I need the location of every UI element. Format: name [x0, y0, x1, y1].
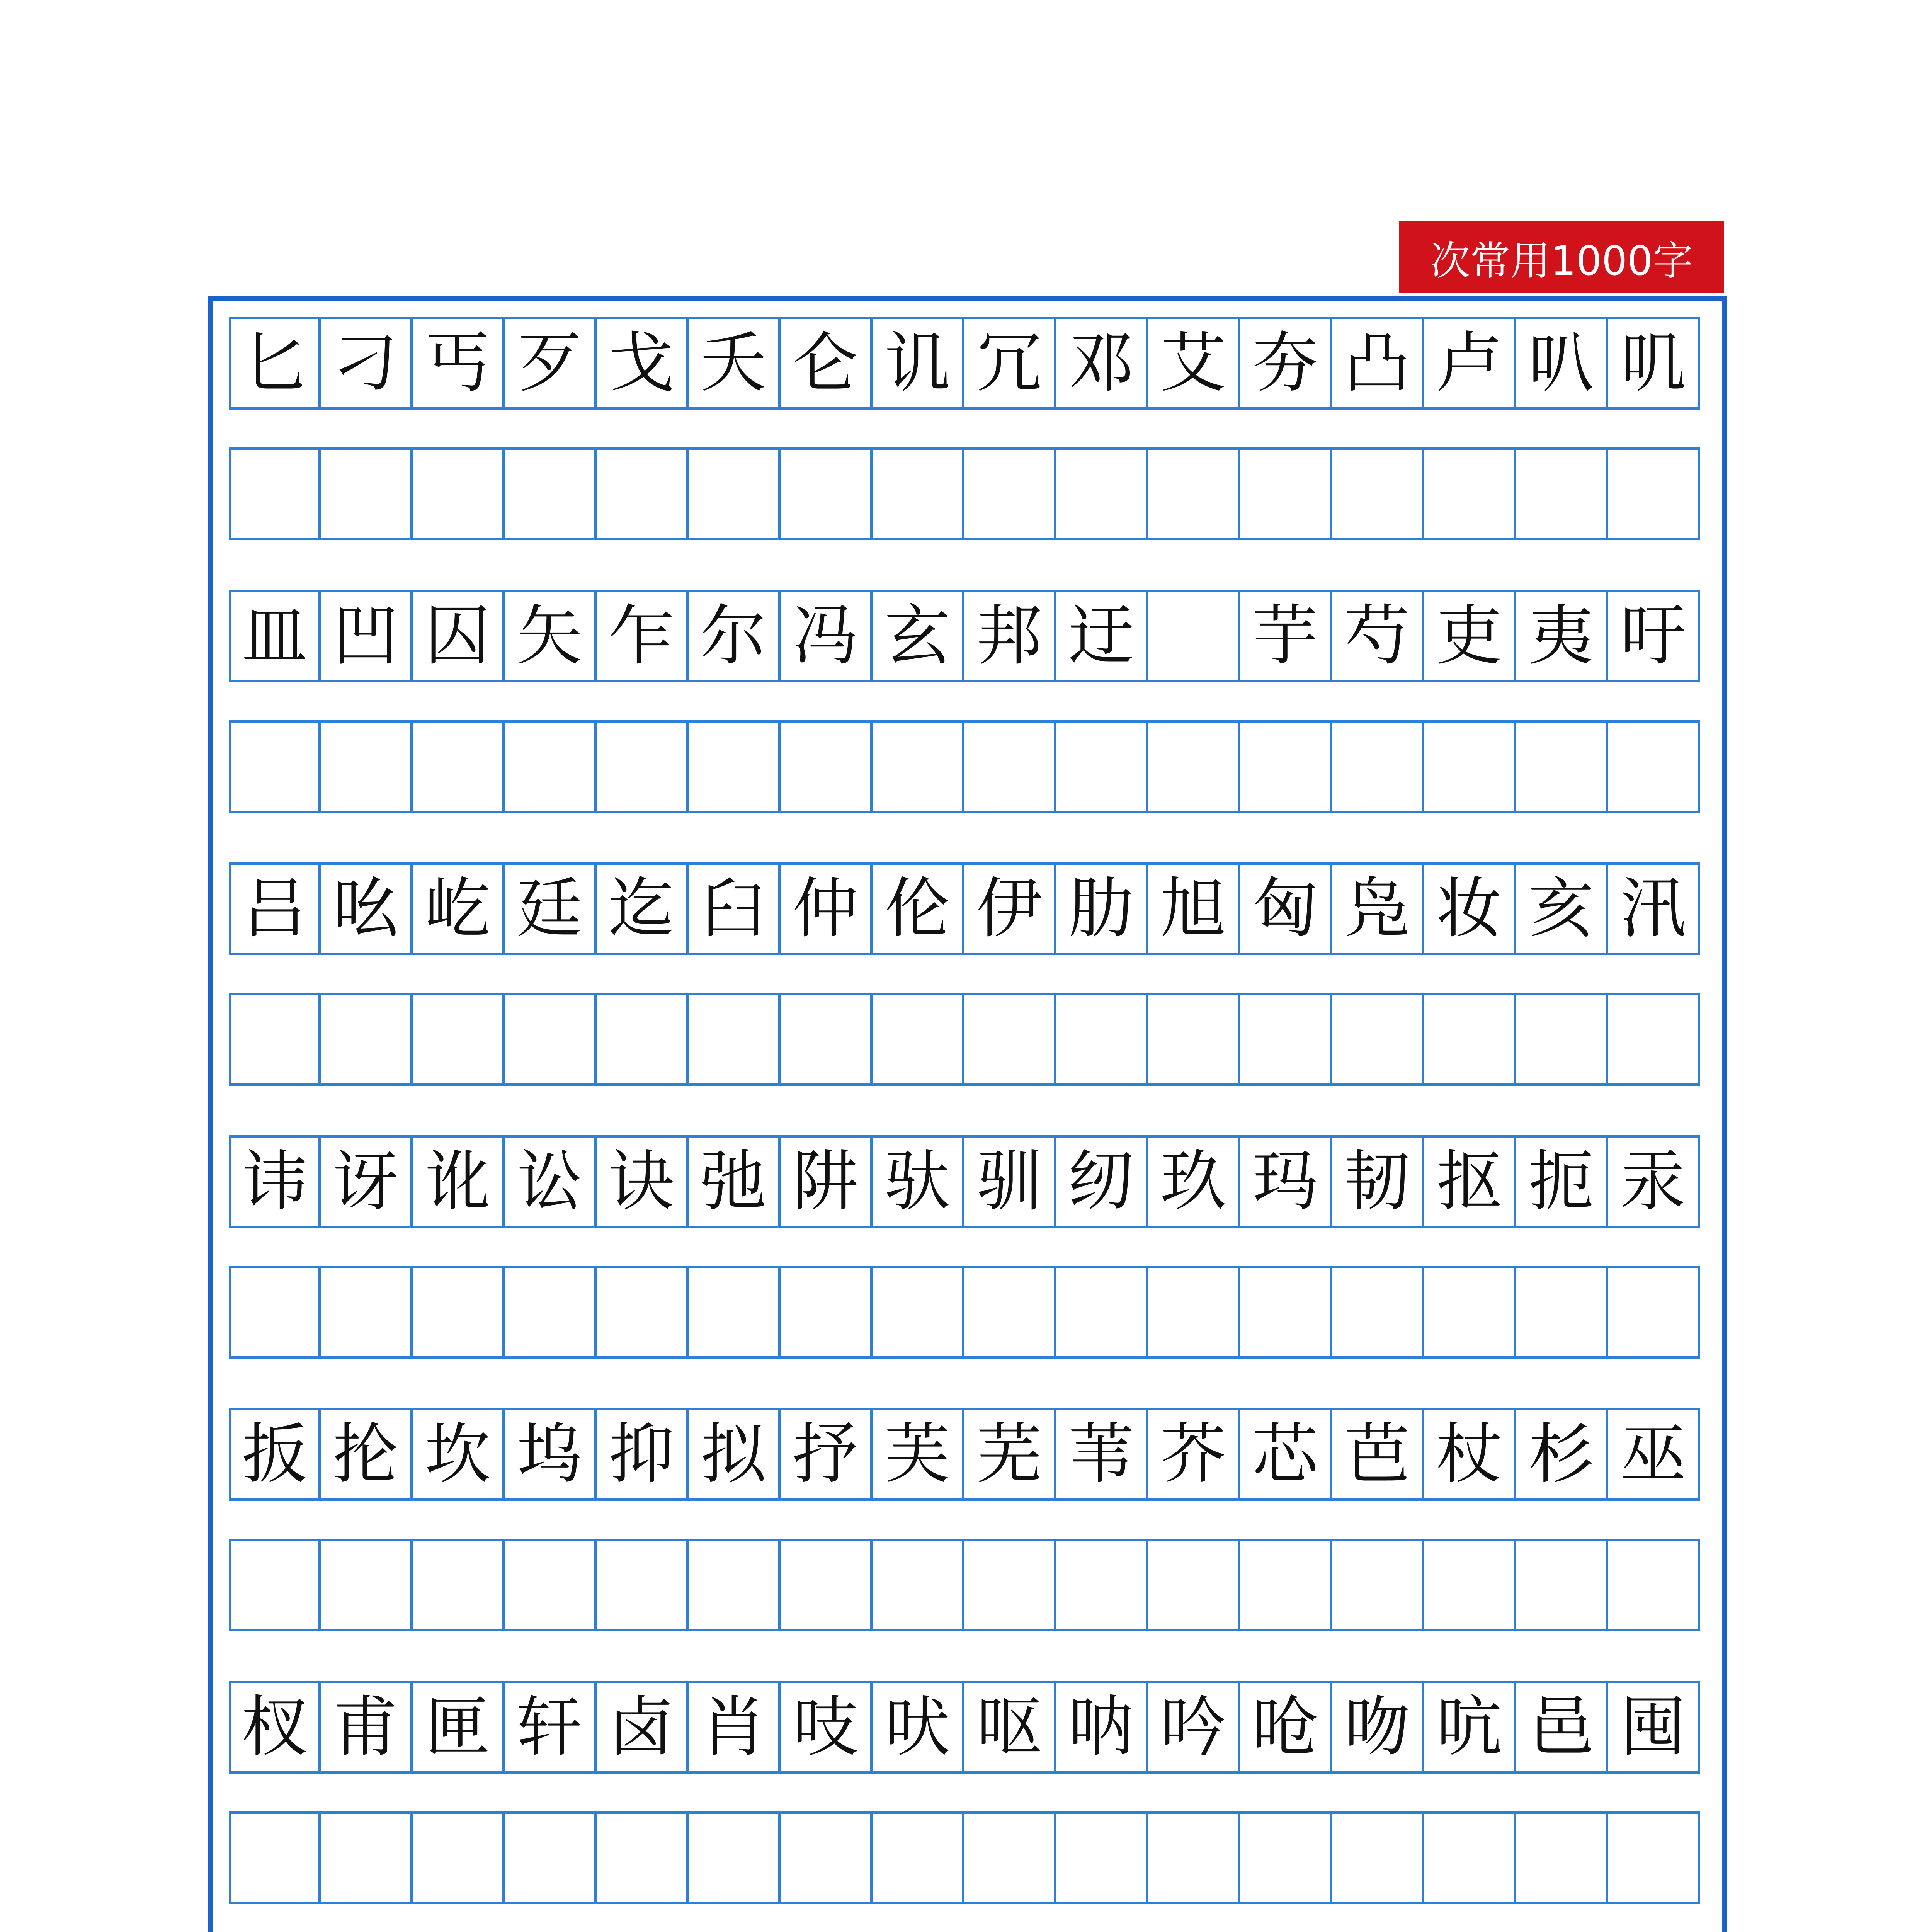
- practice-cell[interactable]: [229, 447, 321, 540]
- char-cell: 汞: [1608, 1135, 1700, 1228]
- practice-cell[interactable]: [413, 1811, 505, 1904]
- practice-cell[interactable]: [1516, 447, 1608, 540]
- char-cell: 吏: [1424, 590, 1516, 682]
- practice-cell[interactable]: [873, 447, 964, 540]
- char-cell: 抡: [321, 1408, 413, 1501]
- practice-cell[interactable]: [597, 1811, 689, 1904]
- char-cell: 驮: [873, 1135, 964, 1228]
- char-row: [229, 317, 1703, 410]
- char-cell: 芋: [1240, 590, 1332, 682]
- char-cell: 讹: [413, 1135, 505, 1228]
- practice-cell[interactable]: [1148, 1266, 1240, 1359]
- practice-cell[interactable]: [781, 720, 873, 813]
- char-cell: 纫: [1056, 1135, 1148, 1228]
- char-cell: 呛: [1240, 1681, 1332, 1774]
- char-cell: 夷: [1516, 590, 1608, 682]
- practice-cell[interactable]: [505, 447, 597, 540]
- practice-cell[interactable]: [597, 1266, 689, 1359]
- char-cell: 肋: [1056, 862, 1148, 955]
- char-cell: 抒: [781, 1408, 873, 1501]
- practice-cell[interactable]: [1056, 993, 1148, 1086]
- char-cell: 刁: [321, 317, 413, 410]
- practice-cell[interactable]: [597, 447, 689, 540]
- char-cell: 吁: [1608, 590, 1700, 682]
- practice-cell[interactable]: [781, 1811, 873, 1904]
- char-cell: 玄: [873, 590, 964, 682]
- blank-practice-row: [229, 993, 1703, 1086]
- practice-cell[interactable]: [505, 993, 597, 1086]
- blank-practice-row: [229, 1811, 1703, 1904]
- practice-cell[interactable]: [321, 993, 413, 1086]
- practice-cell[interactable]: [1424, 1539, 1516, 1631]
- char-cell: 仑: [781, 317, 873, 410]
- practice-cell[interactable]: [597, 1539, 689, 1631]
- practice-cell[interactable]: [689, 1539, 781, 1631]
- char-cell: 吻: [1332, 1681, 1424, 1774]
- practice-cell[interactable]: [1240, 720, 1332, 813]
- practice-cell[interactable]: [413, 1266, 505, 1359]
- practice-cell[interactable]: [1608, 720, 1700, 813]
- practice-cell[interactable]: [1608, 1811, 1700, 1904]
- section-tag: 次常用1000字: [1399, 221, 1724, 293]
- practice-cell[interactable]: [597, 720, 689, 813]
- practice-cell[interactable]: [229, 1539, 321, 1631]
- practice-cell[interactable]: [1332, 993, 1424, 1086]
- blank-practice-row: [229, 720, 1703, 813]
- practice-cell[interactable]: [1516, 720, 1608, 813]
- practice-cell[interactable]: [964, 447, 1056, 540]
- practice-cell[interactable]: [1148, 1811, 1240, 1904]
- practice-cell[interactable]: [1240, 993, 1332, 1086]
- char-cell: 冗: [964, 317, 1056, 410]
- practice-cell[interactable]: [1424, 1811, 1516, 1904]
- char-cell: 呐: [1056, 1681, 1148, 1774]
- practice-cell[interactable]: [1424, 1266, 1516, 1359]
- char-cell: 呕: [964, 1681, 1056, 1774]
- char-cell: 亥: [1516, 862, 1608, 955]
- blank-practice-row: [229, 1266, 1703, 1359]
- practice-cell[interactable]: [781, 1539, 873, 1631]
- char-cell: 尔: [689, 590, 781, 682]
- practice-cell[interactable]: [873, 720, 964, 813]
- char-row: [229, 862, 1703, 955]
- blank-practice-row: [229, 447, 1703, 540]
- char-cell: 妆: [1424, 862, 1516, 955]
- practice-cell[interactable]: [1332, 1266, 1424, 1359]
- char-row: [229, 1681, 1703, 1774]
- practice-cell[interactable]: [1608, 993, 1700, 1086]
- char-cell: 韧: [1332, 1135, 1424, 1228]
- practice-cell[interactable]: [1424, 720, 1516, 813]
- char-cell: 巫: [1608, 1408, 1700, 1501]
- practice-cell[interactable]: [1332, 720, 1424, 813]
- char-cell: 汛: [1608, 862, 1700, 955]
- char-cell: 凫: [1332, 862, 1424, 955]
- char-cell: 抑: [597, 1408, 689, 1501]
- practice-cell[interactable]: [1332, 447, 1424, 540]
- practice-cell[interactable]: [597, 993, 689, 1086]
- practice-cell[interactable]: [1148, 720, 1240, 813]
- practice-cell[interactable]: [1608, 1539, 1700, 1631]
- char-cell: 芜: [964, 1408, 1056, 1501]
- practice-cell[interactable]: [689, 1811, 781, 1904]
- practice-cell[interactable]: [964, 1266, 1056, 1359]
- char-cell: 诀: [597, 1135, 689, 1228]
- char-cell: 囤: [1608, 1681, 1700, 1774]
- char-cell: 玛: [1240, 1135, 1332, 1228]
- char-cell: 驯: [964, 1135, 1056, 1228]
- practice-cell[interactable]: [689, 993, 781, 1086]
- char-cell: 芙: [873, 1408, 964, 1501]
- char-cell: 凹: [321, 590, 413, 682]
- char-cell: 吭: [1424, 1681, 1516, 1774]
- char-cell: 冯: [781, 590, 873, 682]
- practice-cell[interactable]: [873, 1266, 964, 1359]
- char-cell: 叭: [1516, 317, 1608, 410]
- practice-cell[interactable]: [1056, 1811, 1148, 1904]
- char-cell: 邓: [1056, 317, 1148, 410]
- char-cell: 肖: [689, 1681, 781, 1774]
- char-cell: 吆: [321, 862, 413, 955]
- practice-cell[interactable]: [413, 1539, 505, 1631]
- practice-cell[interactable]: [1516, 1539, 1608, 1631]
- practice-cell[interactable]: [321, 1811, 413, 1904]
- char-cell: 夯: [1240, 317, 1332, 410]
- char-cell: 伦: [873, 862, 964, 955]
- practice-cell[interactable]: [229, 993, 321, 1086]
- char-cell: 囚: [413, 590, 505, 682]
- char-cell: 邑: [1516, 1681, 1608, 1774]
- char-cell: 讥: [873, 317, 964, 410]
- practice-cell[interactable]: [781, 447, 873, 540]
- char-cell: 杖: [1424, 1408, 1516, 1501]
- practice-cell[interactable]: [505, 1811, 597, 1904]
- char-cell: 玖: [1148, 1135, 1240, 1228]
- practice-cell[interactable]: [873, 1811, 964, 1904]
- practice-cell[interactable]: [781, 1266, 873, 1359]
- practice-cell[interactable]: [964, 720, 1056, 813]
- char-cell: 卤: [597, 1681, 689, 1774]
- char-cell: 臼: [689, 862, 781, 955]
- char-cell: 弛: [689, 1135, 781, 1228]
- char-cell: 凸: [1332, 317, 1424, 410]
- practice-cell[interactable]: [964, 1811, 1056, 1904]
- char-cell: 拟: [689, 1408, 781, 1501]
- char-cell: 旭: [1148, 862, 1240, 955]
- practice-cell[interactable]: [413, 993, 505, 1086]
- practice-cell[interactable]: [689, 447, 781, 540]
- practice-cell[interactable]: [1056, 1266, 1148, 1359]
- char-cell: 扳: [229, 1408, 321, 1501]
- practice-cell[interactable]: [1148, 1539, 1240, 1631]
- practice-cell[interactable]: [1424, 993, 1516, 1086]
- practice-cell[interactable]: [964, 1539, 1056, 1631]
- practice-cell[interactable]: [964, 993, 1056, 1086]
- char-cell: 乍: [597, 590, 689, 682]
- practice-cell[interactable]: [1056, 1539, 1148, 1631]
- practice-cell[interactable]: [505, 1266, 597, 1359]
- char-cell: 讶: [321, 1135, 413, 1228]
- char-cell: 匣: [413, 1681, 505, 1774]
- char-cell: 芍: [1332, 590, 1424, 682]
- practice-cell[interactable]: [873, 1539, 964, 1631]
- practice-cell[interactable]: [689, 720, 781, 813]
- char-cell: 坎: [413, 1408, 505, 1501]
- char-cell: 扼: [1516, 1135, 1608, 1228]
- char-cell: 歹: [505, 317, 597, 410]
- practice-cell[interactable]: [1240, 1266, 1332, 1359]
- practice-cell[interactable]: [1240, 447, 1332, 540]
- char-cell: 匕: [229, 317, 321, 410]
- practice-cell[interactable]: [1424, 447, 1516, 540]
- char-cell: 甫: [321, 1681, 413, 1774]
- char-cell: 讼: [505, 1135, 597, 1228]
- practice-cell[interactable]: [321, 1539, 413, 1631]
- char-cell: 抠: [1424, 1135, 1516, 1228]
- char-cell: 芭: [1332, 1408, 1424, 1501]
- char-cell: 皿: [229, 590, 321, 682]
- char-cell: 屹: [413, 862, 505, 955]
- char-cell: 讳: [229, 1135, 321, 1228]
- blank-practice-row: [229, 1539, 1703, 1631]
- char-cell: 丐: [413, 317, 505, 410]
- char-cell: [1148, 590, 1240, 682]
- char-cell: 芥: [1148, 1408, 1240, 1501]
- char-cell: 轩: [505, 1681, 597, 1774]
- char-cell: 吟: [1148, 1681, 1240, 1774]
- practice-cell[interactable]: [505, 1539, 597, 1631]
- char-cell: 迂: [1056, 590, 1148, 682]
- practice-cell[interactable]: [321, 447, 413, 540]
- practice-cell[interactable]: [321, 1266, 413, 1359]
- practice-cell[interactable]: [1516, 993, 1608, 1086]
- char-cell: 仲: [781, 862, 873, 955]
- char-cell: 杉: [1516, 1408, 1608, 1501]
- char-cell: 戈: [597, 317, 689, 410]
- char-cell: 夭: [689, 317, 781, 410]
- char-row: [229, 1408, 1703, 1501]
- char-cell: 坞: [505, 1408, 597, 1501]
- char-cell: 吠: [873, 1681, 964, 1774]
- char-cell: 廷: [505, 862, 597, 955]
- practice-cell[interactable]: [1148, 993, 1240, 1086]
- practice-cell[interactable]: [229, 1811, 321, 1904]
- practice-cell[interactable]: [413, 720, 505, 813]
- practice-cell[interactable]: [1332, 1539, 1424, 1631]
- char-cell: 邦: [964, 590, 1056, 682]
- practice-cell[interactable]: [321, 720, 413, 813]
- char-cell: 叽: [1608, 317, 1700, 410]
- char-cell: 矢: [505, 590, 597, 682]
- practice-cell[interactable]: [1608, 1266, 1700, 1359]
- practice-cell[interactable]: [1240, 1539, 1332, 1631]
- char-cell: 伊: [964, 862, 1056, 955]
- practice-cell[interactable]: [781, 993, 873, 1086]
- char-cell: 匈: [1240, 862, 1332, 955]
- practice-cell[interactable]: [229, 720, 321, 813]
- char-cell: 迄: [597, 862, 689, 955]
- char-cell: 芯: [1240, 1408, 1332, 1501]
- practice-cell[interactable]: [1056, 720, 1148, 813]
- practice-cell[interactable]: [505, 720, 597, 813]
- practice-cell[interactable]: [1516, 1266, 1608, 1359]
- char-row: [229, 590, 1703, 682]
- char-cell: 阱: [781, 1135, 873, 1228]
- practice-cell[interactable]: [1056, 447, 1148, 540]
- char-cell: 吱: [781, 1681, 873, 1774]
- practice-cell[interactable]: [1148, 447, 1240, 540]
- practice-cell[interactable]: [689, 1266, 781, 1359]
- char-cell: 杈: [229, 1681, 321, 1774]
- char-row: [229, 1135, 1703, 1228]
- practice-cell[interactable]: [873, 993, 964, 1086]
- char-cell: 卢: [1424, 317, 1516, 410]
- practice-cell[interactable]: [413, 447, 505, 540]
- char-cell: 吕: [229, 862, 321, 955]
- practice-cell[interactable]: [1516, 1811, 1608, 1904]
- char-cell: 艾: [1148, 317, 1240, 410]
- practice-cell[interactable]: [229, 1266, 321, 1359]
- practice-cell[interactable]: [1332, 1811, 1424, 1904]
- char-cell: 苇: [1056, 1408, 1148, 1501]
- practice-cell[interactable]: [1240, 1811, 1332, 1904]
- practice-cell[interactable]: [1608, 447, 1700, 540]
